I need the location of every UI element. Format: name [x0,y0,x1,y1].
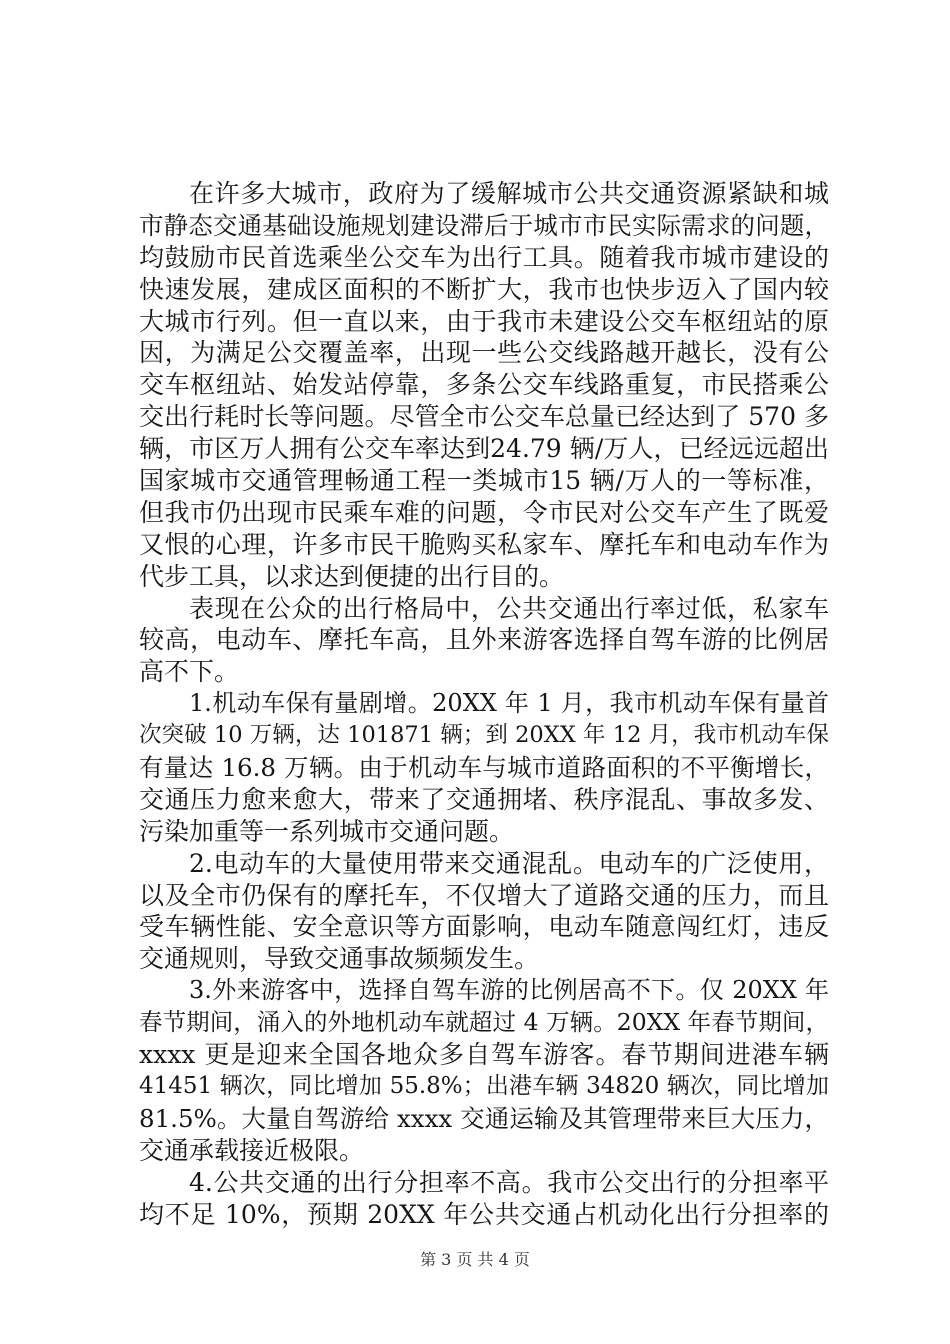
body-line: 81.5%。大量自驾游给 xxxx 交通运输及其管理带来巨大压力， [139,1103,829,1133]
page-footer: 第 3 页 共 4 页 [420,1250,530,1269]
body-line: 高不下。 [139,657,240,687]
body-line: 又恨的心理，许多市民干脆购买私家车、摩托车和电动车作为 [139,529,829,559]
document-body [139,178,829,1230]
body-line: 交通规则，导致交通事故频频发生。 [139,944,540,974]
body-line: 辆，市区万人拥有公交车率达到24.79 辆/万人，已经远远超出 [139,434,829,464]
body-line: 交通承载接近极限。 [139,1135,365,1165]
body-line: 在许多大城市，政府为了缓解城市公共交通资源紧缺和城 [189,179,829,208]
body-line: 快速发展，建成区面积的不断扩大，我市也快步迈入了国内较 [139,274,829,304]
body-line: 市静态交通基础设施规划建设滞后于城市市民实际需求的问题， [139,210,829,240]
body-line: 均鼓励市民首选乘坐公交车为出行工具。随着我市城市建设的 [139,242,829,272]
body-line: 有量达 16.8 万辆。由于机动车与城市道路面积的不平衡增长， [139,753,829,783]
body-line: 表现在公众的出行格局中，公共交通出行率过低，私家车 [189,593,829,623]
body-line: 交车枢纽站、始发站停靠，多条公交车线路重复，市民搭乘公 [139,370,829,400]
body-line: 因，为满足公交覆盖率，出现一些公交线路越开越长，没有公 [139,338,829,368]
body-line: 1.机动车保有量剧增。20XX 年 1 月，我市机动车保有量首 [189,689,829,718]
body-line: 但我市仍出现市民乘车难的问题，令市民对公交车产生了既爱 [139,497,829,527]
body-line: 较高，电动车、摩托车高，且外来游客选择自驾车游的比例居 [139,625,829,655]
body-line: 2.电动车的大量使用带来交通混乱。电动车的广泛使用， [189,848,829,878]
body-line: 交出行耗时长等问题。尽管全市公交车总量已经达到了 570 多 [139,402,829,432]
body-line: 春节期间，涌入的外地机动车就超过 4 万辆。20XX 年春节期间， [139,1008,829,1037]
body-line: 污染加重等一系列城市交通问题。 [139,816,515,846]
body-line: 国家城市交通管理畅通工程一类城市15 辆/万人的一等标准， [139,466,829,496]
body-line: 以及全市仍保有的摩托车，不仅增大了道路交通的压力，而且 [139,880,829,910]
body-line: 交通压力愈来愈大，带来了交通拥堵、秩序混乱、事故多发、 [139,784,829,814]
body-line: 大城市行列。但一直以来，由于我市未建设公交车枢纽站的原 [139,306,829,336]
body-line: 3.外来游客中，选择自驾车游的比例居高不下。仅 20XX 年 [189,976,829,1005]
body-line: 次突破 10 万辆，达 101871 辆；到 20XX 年 12 月，我市机动车保 [139,722,829,749]
body-line: 41451 辆次，同比增加 55.8%；出港车辆 34820 辆次，同比增加 [139,1072,829,1099]
body-line: 受车辆性能、安全意识等方面影响，电动车随意闯红灯，违反 [139,912,829,942]
body-line: 4.公共交通的出行分担率不高。我市公交出行的分担率平 [189,1167,829,1197]
body-line: 均不足 10%，预期 20XX 年公共交通占机动化出行分担率的 [139,1199,829,1229]
body-line: xxxx 更是迎来全国各地众多自驾车游客。春节期间进港车辆 [139,1040,829,1070]
body-line: 代步工具，以求达到便捷的出行目的。 [139,561,565,591]
